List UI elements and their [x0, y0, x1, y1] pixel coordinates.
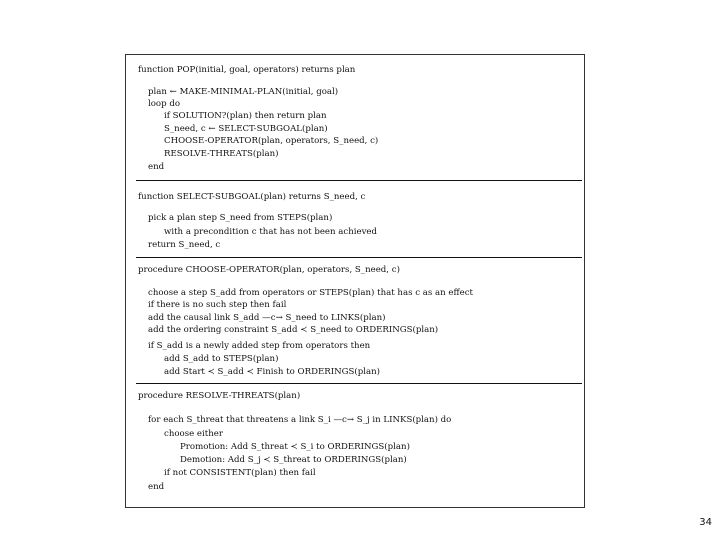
resolve-line-2: choose either: [164, 429, 223, 439]
pop-line-5: CHOOSE-OPERATOR(plan, operators, S_need, c): [164, 136, 379, 146]
pop-line-1: plan ← MAKE-MINIMAL-PLAN(initial, goal): [148, 87, 339, 97]
select-line-3: return S_need, c: [148, 240, 221, 250]
select-line-1: pick a plan step S_need from STEPS(plan): [148, 213, 333, 223]
choose-line-1: choose a step S_add from operators or STEPS(plan) that has c as an effect: [148, 288, 473, 298]
section-divider: [136, 180, 582, 181]
resolve-line-6: end: [148, 482, 165, 492]
section-divider: [136, 383, 582, 384]
choose-header: procedure CHOOSE-OPERATOR(plan, operators, S_need, c): [138, 265, 400, 275]
page-number: 34: [699, 517, 712, 528]
choose-line-7: add Start ≺ S_add ≺ Finish to ORDERINGS(plan): [164, 367, 380, 377]
pop-header: function POP(initial, goal, operators) returns plan: [138, 65, 356, 75]
select-header: function SELECT-SUBGOAL(plan) returns S_need, c: [138, 192, 366, 202]
resolve-line-4: Demotion: Add S_j ≺ S_threat to ORDERINGS(plan): [180, 455, 407, 465]
choose-line-4: add the ordering constraint S_add ≺ S_need to ORDERINGS(plan): [148, 325, 439, 335]
choose-line-2: if there is no such step then fail: [148, 300, 287, 310]
pop-line-4: S_need, c ← SELECT-SUBGOAL(plan): [164, 124, 328, 134]
choose-line-5: if S_add is a newly added step from operators then: [148, 341, 371, 351]
resolve-line-1: for each S_threat that threatens a link S_i —c→ S_j in LINKS(plan) do: [148, 415, 452, 425]
pop-line-3: if SOLUTION?(plan) then return plan: [164, 111, 327, 121]
section-divider: [136, 257, 582, 258]
choose-line-6: add S_add to STEPS(plan): [164, 354, 279, 364]
pop-line-2: loop do: [148, 99, 181, 109]
resolve-line-3: Promotion: Add S_threat ≺ S_i to ORDERINGS(plan): [180, 442, 410, 452]
pop-line-7: end: [148, 162, 165, 172]
select-line-2: with a precondition c that has not been achieved: [164, 227, 378, 237]
resolve-line-5: if not CONSISTENT(plan) then fail: [164, 468, 316, 478]
resolve-header: procedure RESOLVE-THREATS(plan): [138, 391, 301, 401]
pop-line-6: RESOLVE-THREATS(plan): [164, 149, 279, 159]
choose-line-3: add the causal link S_add —c→ S_need to LINKS(plan): [148, 313, 386, 323]
